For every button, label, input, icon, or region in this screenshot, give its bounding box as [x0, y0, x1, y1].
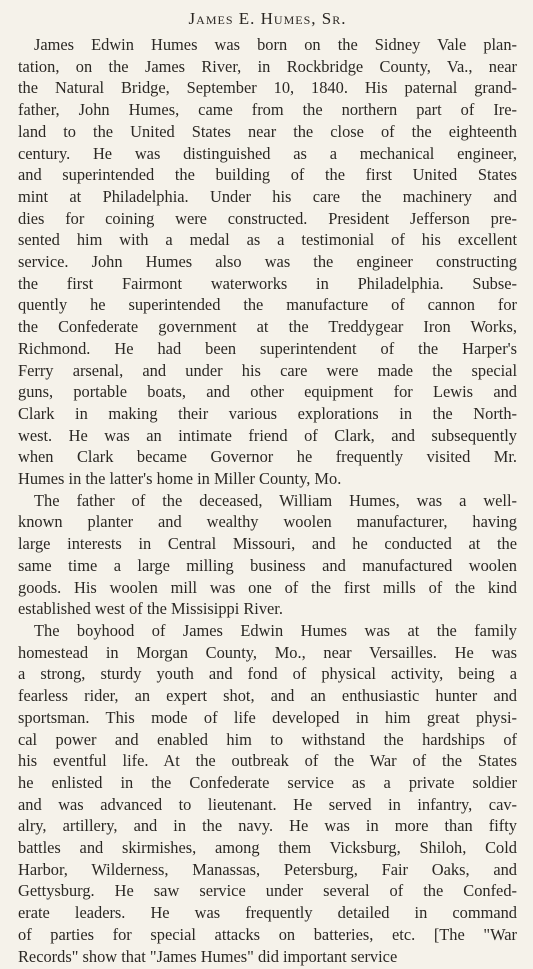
text-line: The boyhood of James Edwin Humes was at the family	[34, 620, 517, 640]
paragraph	[18, 34, 517, 490]
text-line: when Clark became Governor he frequently visited Mr.	[18, 447, 517, 467]
text-line: quently he superintended the manufacture of cannon for	[18, 295, 517, 315]
text-line: Humes in the latter's home in Miller County, Mo.	[18, 469, 342, 489]
text-line: homestead in Morgan County, Mo., near Versailles. He was	[18, 642, 517, 662]
text-line: his eventful life. At the outbreak of the War of the States	[18, 751, 517, 771]
text-line: of parties for special attacks on batteries, etc. [The "War	[18, 924, 517, 944]
body-text	[18, 34, 517, 967]
text-line: Harbor, Wilderness, Manassas, Petersburg, Fair Oaks, and	[18, 859, 517, 879]
text-line: century. He was distinguished as a mechanical engineer,	[18, 143, 517, 163]
text-line: large interests in Central Missouri, and he conducted at the	[18, 534, 517, 554]
text-line: James Edwin Humes was born on the Sidney Vale plan-	[34, 35, 517, 54]
text-line: he enlisted in the Confederate service as a private soldier	[18, 772, 517, 792]
text-line: Gettysburg. He saw service under several of the Confed-	[18, 881, 517, 901]
text-line: fearless rider, an expert shot, and an enthusiastic hunter and	[18, 686, 517, 706]
text-line: father, John Humes, came from the northern part of Ire-	[18, 100, 517, 120]
text-line: land to the United States near the close of the eighteenth	[18, 121, 517, 141]
page-title: James E. Humes, Sr.	[188, 9, 347, 28]
text-line: dies for coining were constructed. President Jefferson pre-	[18, 208, 517, 228]
text-line: same time a large milling business and manufactured woolen	[18, 555, 517, 575]
text-line: guns, portable boats, and other equipment for Lewis and	[18, 382, 517, 402]
text-line: sportsman. This mode of life developed in him great physi-	[18, 707, 517, 727]
text-line: Ferry arsenal, and under his care were made the special	[18, 360, 517, 380]
text-line: west. He was an intimate friend of Clark, and subsequently	[18, 425, 517, 445]
text-line: battles and skirmishes, among them Vicksburg, Shiloh, Cold	[18, 838, 517, 858]
text-line: sented him with a medal as a testimonial of his excellent	[18, 230, 517, 250]
paragraph	[18, 490, 517, 620]
text-line: tation, on the James River, in Rockbridge County, Va., near	[18, 56, 517, 76]
text-line: the Confederate government at the Treddygear Iron Works,	[18, 317, 517, 337]
paragraph	[18, 620, 517, 967]
text-line: a strong, sturdy youth and fond of physical activity, being a	[18, 664, 517, 684]
text-line: Clark in making their various explorations in the North-	[18, 403, 517, 423]
text-line: service. John Humes also was the engineer constructing	[18, 252, 517, 272]
text-line: Richmond. He had been superintendent of the Harper's	[18, 338, 517, 358]
text-line: and superintended the building of the first United States	[18, 165, 517, 185]
text-line: the first Fairmont waterworks in Philadelphia. Subse-	[18, 273, 517, 293]
text-line: established west of the Missisippi River.	[18, 599, 283, 619]
text-line: and was advanced to lieutenant. He served in infantry, cav-	[18, 794, 517, 814]
text-line: mint at Philadelphia. Under his care the machinery and	[18, 186, 517, 206]
text-line: cal power and enabled him to withstand the hardships of	[18, 729, 517, 749]
text-line: The father of the deceased, William Humes, was a well-	[34, 490, 517, 510]
text-line: alry, artillery, and in the navy. He was in more than fifty	[18, 816, 517, 836]
text-line: goods. His woolen mill was one of the first mills of the kind	[18, 577, 517, 597]
text-line: erate leaders. He was frequently detailed in command	[18, 903, 517, 923]
text-line: known planter and wealthy woolen manufacturer, having	[18, 512, 517, 532]
text-line: the Natural Bridge, September 10, 1840. His paternal grand-	[18, 78, 517, 98]
text-line: Records" show that "James Humes" did important service	[18, 946, 398, 966]
